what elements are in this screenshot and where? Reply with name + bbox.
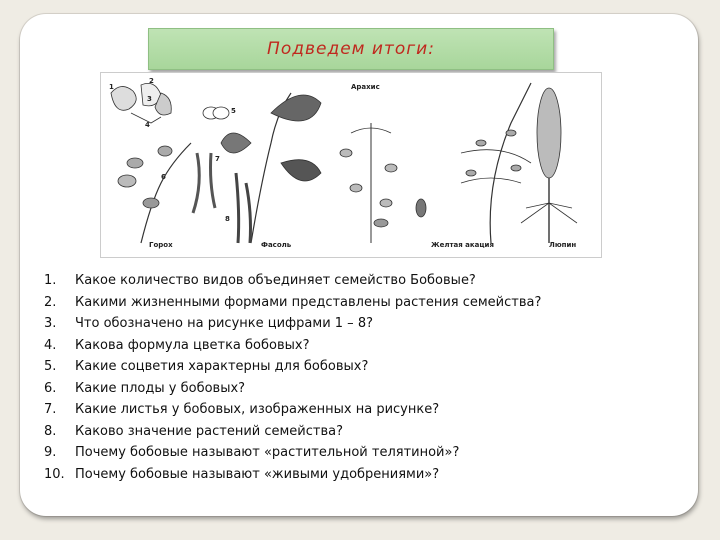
question-item [44,335,664,357]
question-item [44,313,664,335]
question-text: Какие соцветия характерны для бобовых? [75,359,369,375]
question-number: 10. [44,466,65,482]
question-text: Какие листья у бобовых, изображенных на рисунке? [75,402,440,418]
question-item [44,442,664,464]
legume-plants-figure [100,72,602,258]
figure-number-2: 2 [149,77,154,85]
question-text: Какова формула цветка бобовых? [75,337,310,353]
question-number: 1. [44,273,57,289]
figure-number-3: 3 [147,95,152,103]
question-text: Почему бобовые называют «живыми удобрениями»? [75,466,440,482]
question-text: Что обозначено на рисунке цифрами 1 – 8? [75,316,373,332]
label-lyupin: Люпин [549,241,577,249]
question-number: 8. [44,423,57,439]
label-arachis: Арахис [351,83,380,91]
question-number: 2. [44,294,57,310]
question-item [44,421,664,443]
question-number: 7. [44,402,57,418]
question-text: Какое количество видов объединяет семейство Бобовые? [75,273,476,289]
title-banner [148,28,554,70]
figure-number-4: 4 [145,121,150,129]
question-number: 9. [44,445,57,461]
question-item [44,270,664,292]
figure-number-7: 7 [215,155,220,163]
figure-number-8: 8 [225,215,230,223]
questions-list [44,270,664,485]
label-akatsiya: Желтая акация [431,241,494,249]
figure-number-5: 5 [231,107,236,115]
question-number: 3. [44,316,57,332]
plants-illustration [101,73,601,257]
slide-title: Подведем итоги: [267,39,435,59]
question-text: Какие плоды у бобовых? [75,380,246,396]
figure-number-1: 1 [109,83,114,91]
question-item [44,399,664,421]
question-text: Какими жизненными формами представлены растения семейства? [75,294,542,310]
question-item [44,292,664,314]
figure-number-6: 6 [161,173,166,181]
question-item [44,378,664,400]
question-item [44,464,664,486]
question-number: 6. [44,380,57,396]
question-number: 5. [44,359,57,375]
question-item [44,356,664,378]
question-number: 4. [44,337,57,353]
label-fasol: Фасоль [261,241,292,249]
question-text: Каково значение растений семейства? [75,423,343,439]
label-gorokh: Горох [149,241,173,249]
question-text: Почему бобовые называют «растительной телятиной»? [75,445,460,461]
